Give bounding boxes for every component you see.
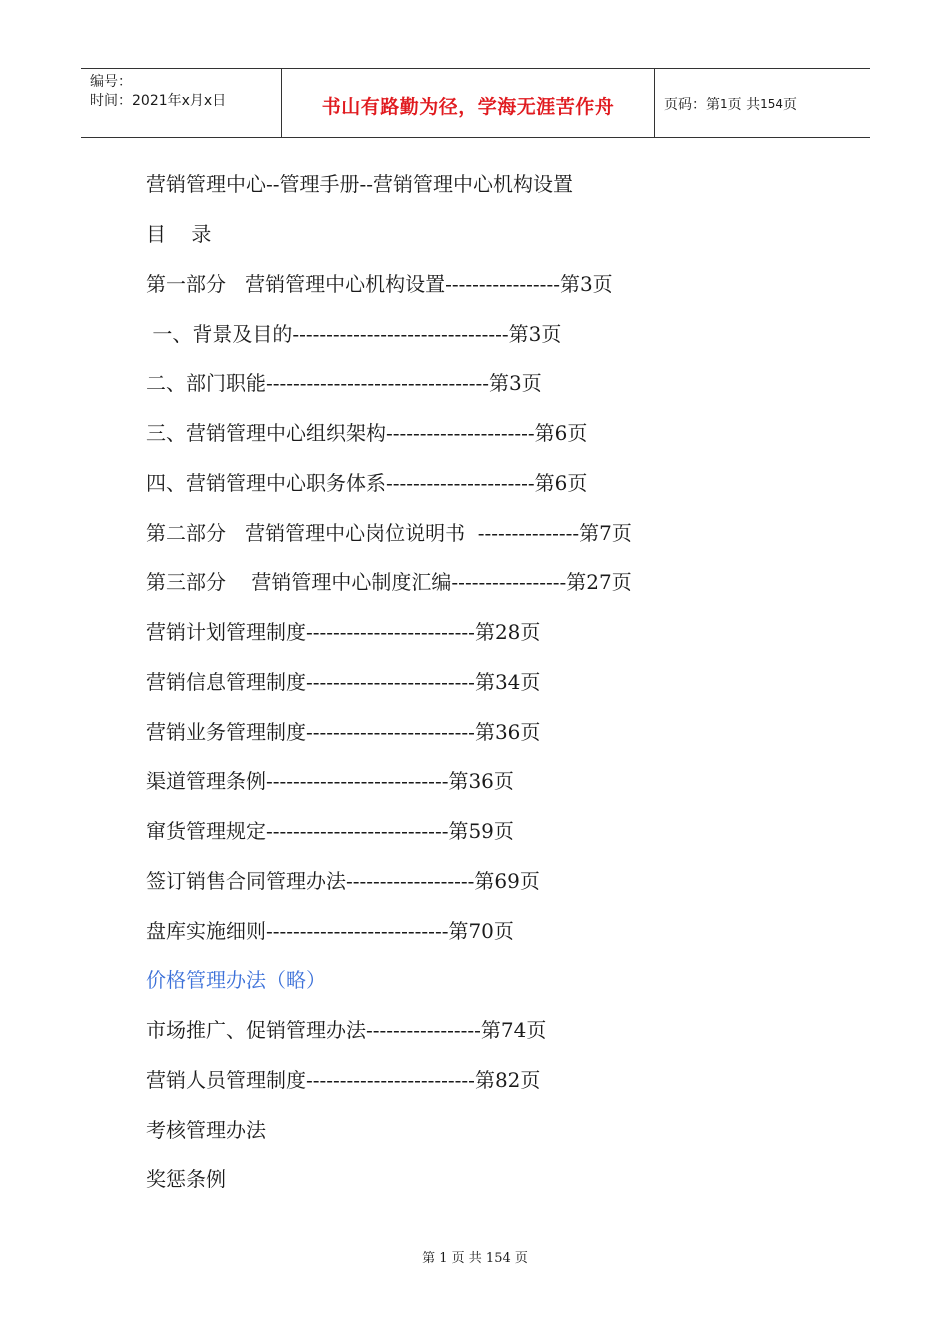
- page-label: 页码：第: [664, 97, 720, 113]
- page-end: 页: [783, 97, 797, 113]
- toc-item: 营销计划管理制度-------------------------第28页: [146, 620, 541, 644]
- page-footer: 第 1 页 共 154 页: [422, 1251, 528, 1266]
- toc-item: 签订销售合同管理办法-------------------第69页: [146, 869, 540, 893]
- header-meta-cell: [81, 69, 282, 137]
- toc-item: 奖惩条例: [146, 1167, 226, 1191]
- document-title: 营销管理中心--管理手册--营销管理中心机构设置: [146, 172, 574, 196]
- toc-item: 营销人员管理制度-------------------------第82页: [146, 1068, 541, 1092]
- toc-item: 第一部分 营销管理中心机构设置-----------------第3页: [146, 272, 613, 296]
- toc-item: 四、营销管理中心职务体系----------------------第6页: [146, 471, 588, 495]
- header-page-cell: [655, 69, 870, 137]
- toc-item: 市场推广、促销管理办法-----------------第74页: [146, 1018, 547, 1042]
- toc-item: 营销业务管理制度-------------------------第36页: [146, 720, 541, 744]
- toc-item: 营销信息管理制度-------------------------第34页: [146, 670, 541, 694]
- page-mid: 页 共: [727, 97, 761, 113]
- toc-item: 三、营销管理中心组织架构----------------------第6页: [146, 421, 588, 445]
- toc-item: 一、背景及目的--------------------------------第3页: [146, 322, 562, 346]
- time-line: 时间：2021年x月x日: [90, 93, 227, 109]
- header-motto-cell: [282, 69, 655, 137]
- page-header: [81, 68, 870, 138]
- toc-item: 盘库实施细则---------------------------第70页: [146, 919, 514, 943]
- toc-item: 第三部分 营销管理中心制度汇编-----------------第27页: [146, 570, 632, 594]
- toc-item: 第二部分 营销管理中心岗位说明书 ---------------第7页: [146, 521, 632, 545]
- code-label: 编号：: [90, 74, 132, 90]
- toc-heading: 目 录: [146, 222, 212, 246]
- page-total: 154: [760, 97, 783, 111]
- toc-item: 窜货管理规定---------------------------第59页: [146, 819, 514, 843]
- toc-item: 二、部门职能---------------------------------第3页: [146, 371, 542, 395]
- page-number: 1: [720, 97, 728, 111]
- toc-item-link[interactable]: 价格管理办法（略）: [146, 968, 326, 992]
- toc-item: 考核管理办法: [146, 1118, 266, 1142]
- motto: 书山有路勤为径，学海无涯苦作舟: [321, 95, 615, 118]
- toc-item: 渠道管理条例---------------------------第36页: [146, 769, 514, 793]
